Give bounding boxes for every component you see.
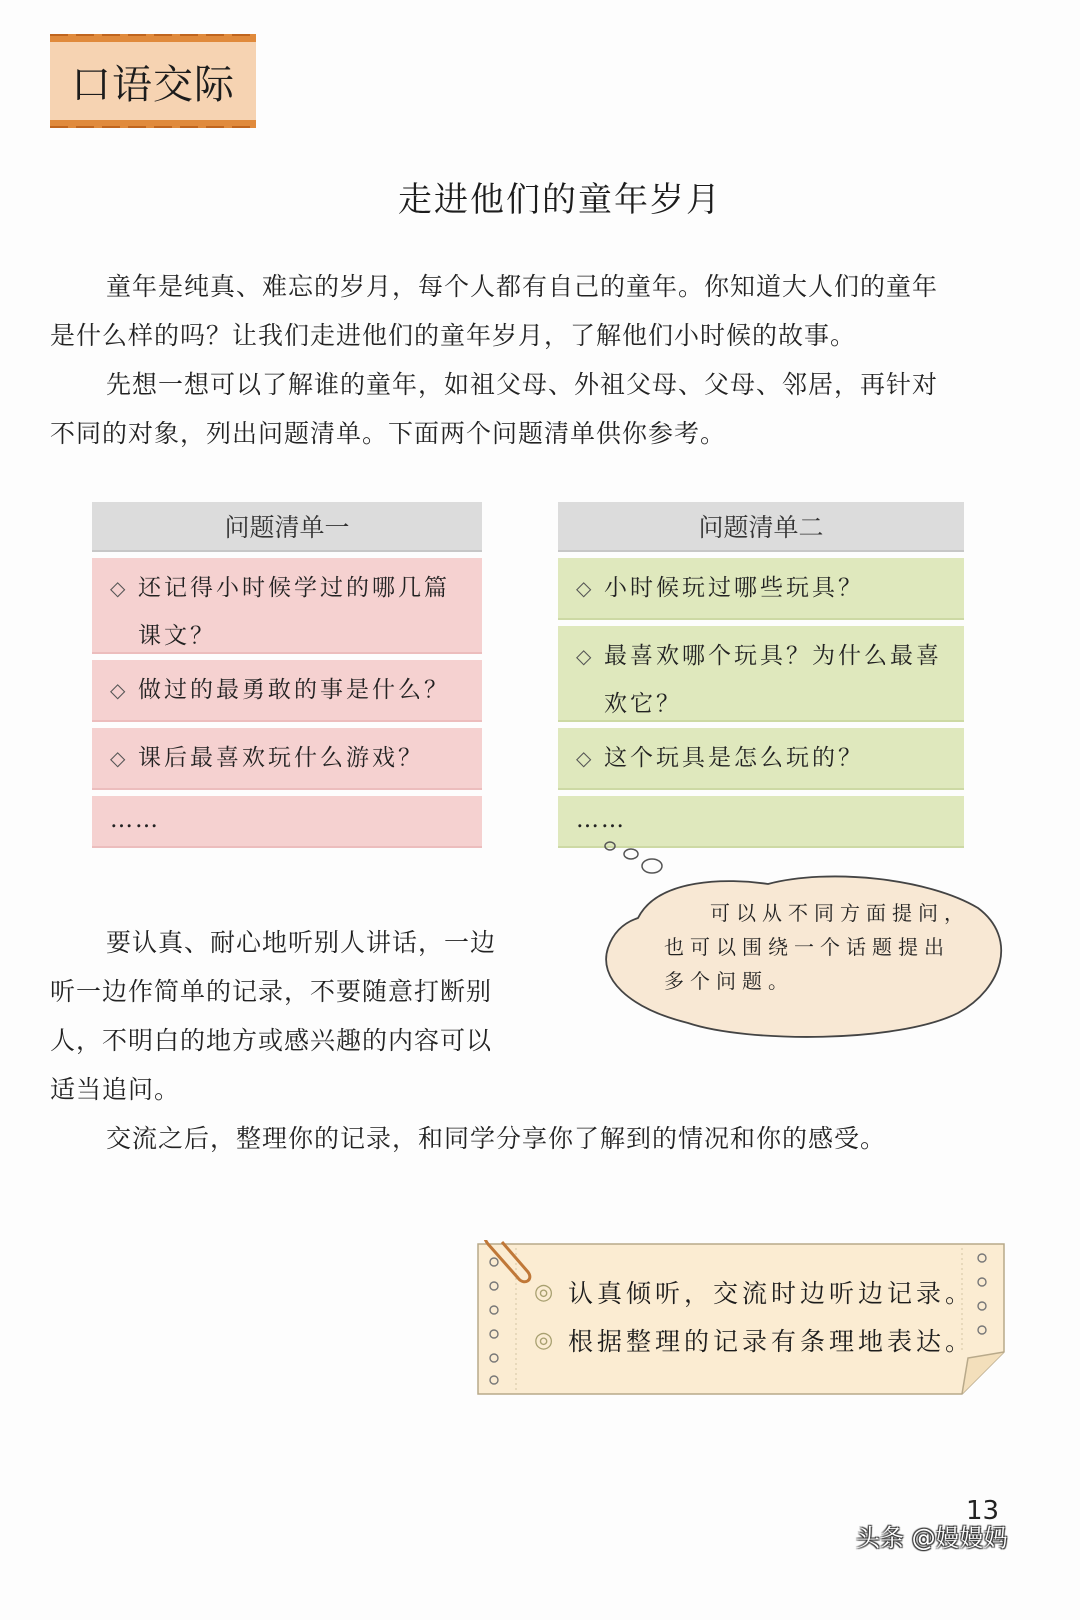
question-ellipsis: …… (92, 796, 482, 848)
listening-line: 适当追问。 (50, 1075, 181, 1104)
listening-paragraph (50, 918, 550, 1114)
question-text: 这个玩具是怎么玩的？ (604, 745, 864, 771)
question-item (92, 660, 482, 722)
diamond-bullet-icon: ◇ (110, 678, 129, 702)
question-ellipsis: …… (558, 796, 964, 848)
intro-paragraph-2 (50, 360, 1040, 458)
question-text: 还记得小时候学过的哪几篇课文？ (138, 575, 450, 649)
diamond-bullet-icon: ◇ (110, 746, 129, 770)
listening-line: 听一边作简单的记录，不要随意打断别 (50, 977, 493, 1006)
page-title: 走进他们的童年岁月 (398, 180, 722, 220)
note-card (476, 1240, 1006, 1400)
section-tag (50, 34, 256, 128)
intro-line: 童年是纯真、难忘的岁月，每个人都有自己的童年。你知道大人们的童年 (106, 272, 939, 301)
question-text: 小时候玩过哪些玩具？ (604, 575, 864, 601)
question-item (558, 728, 964, 790)
question-list-header: 问题清单二 (558, 502, 964, 552)
intro-line: 先想一想可以了解谁的童年，如祖父母、外祖父母、父母、邻居，再针对 (106, 370, 939, 399)
question-text: 做过的最勇敢的事是什么？ (138, 677, 450, 703)
note-item (534, 1322, 974, 1358)
question-list-2 (558, 502, 964, 854)
listening-line: 要认真、耐心地听别人讲话，一边 (106, 928, 497, 957)
after-exchange-text: 交流之后，整理你的记录，和同学分享你了解到的情况和你的感受。 (106, 1124, 887, 1153)
question-text: 课后最喜欢玩什么游戏？ (138, 745, 424, 771)
page-number: 13 (966, 1496, 1000, 1526)
diamond-bullet-icon: ◇ (110, 576, 129, 600)
intro-line: 不同的对象，列出问题清单。下面两个问题清单供你参考。 (50, 419, 727, 448)
question-item (92, 558, 482, 654)
intro-paragraph-1 (50, 262, 1040, 360)
question-item (92, 728, 482, 790)
watermark: 头条 @嫚嫚妈 (856, 1524, 1008, 1552)
note-item (534, 1274, 974, 1310)
question-item (558, 558, 964, 620)
diamond-bullet-icon: ◇ (576, 576, 595, 600)
intro-line: 是什么样的吗？让我们走进他们的童年岁月，了解他们小时候的故事。 (50, 321, 857, 350)
double-circle-bullet-icon: ◎ (534, 1327, 558, 1353)
diamond-bullet-icon: ◇ (576, 746, 595, 770)
question-text: 最喜欢哪个玩具？为什么最喜欢它？ (604, 643, 942, 717)
section-tag-text: 口语交际 (71, 61, 235, 108)
question-item (558, 626, 964, 722)
question-list-1 (92, 502, 482, 854)
diamond-bullet-icon: ◇ (576, 644, 595, 668)
listening-line: 人，不明白的地方或感兴趣的内容可以 (50, 1026, 493, 1055)
question-list-header: 问题清单一 (92, 502, 482, 552)
after-exchange-paragraph (50, 1114, 1040, 1163)
thought-bubble-text (664, 896, 974, 998)
note-text: 根据整理的记录有条理地表达。 (568, 1327, 975, 1356)
bubble-text: 可以从不同方面提问，也可以围绕一个话题提出多个问题。 (664, 901, 970, 993)
note-text: 认真倾听，交流时边听边记录。 (568, 1279, 975, 1308)
double-circle-bullet-icon: ◎ (534, 1279, 558, 1305)
